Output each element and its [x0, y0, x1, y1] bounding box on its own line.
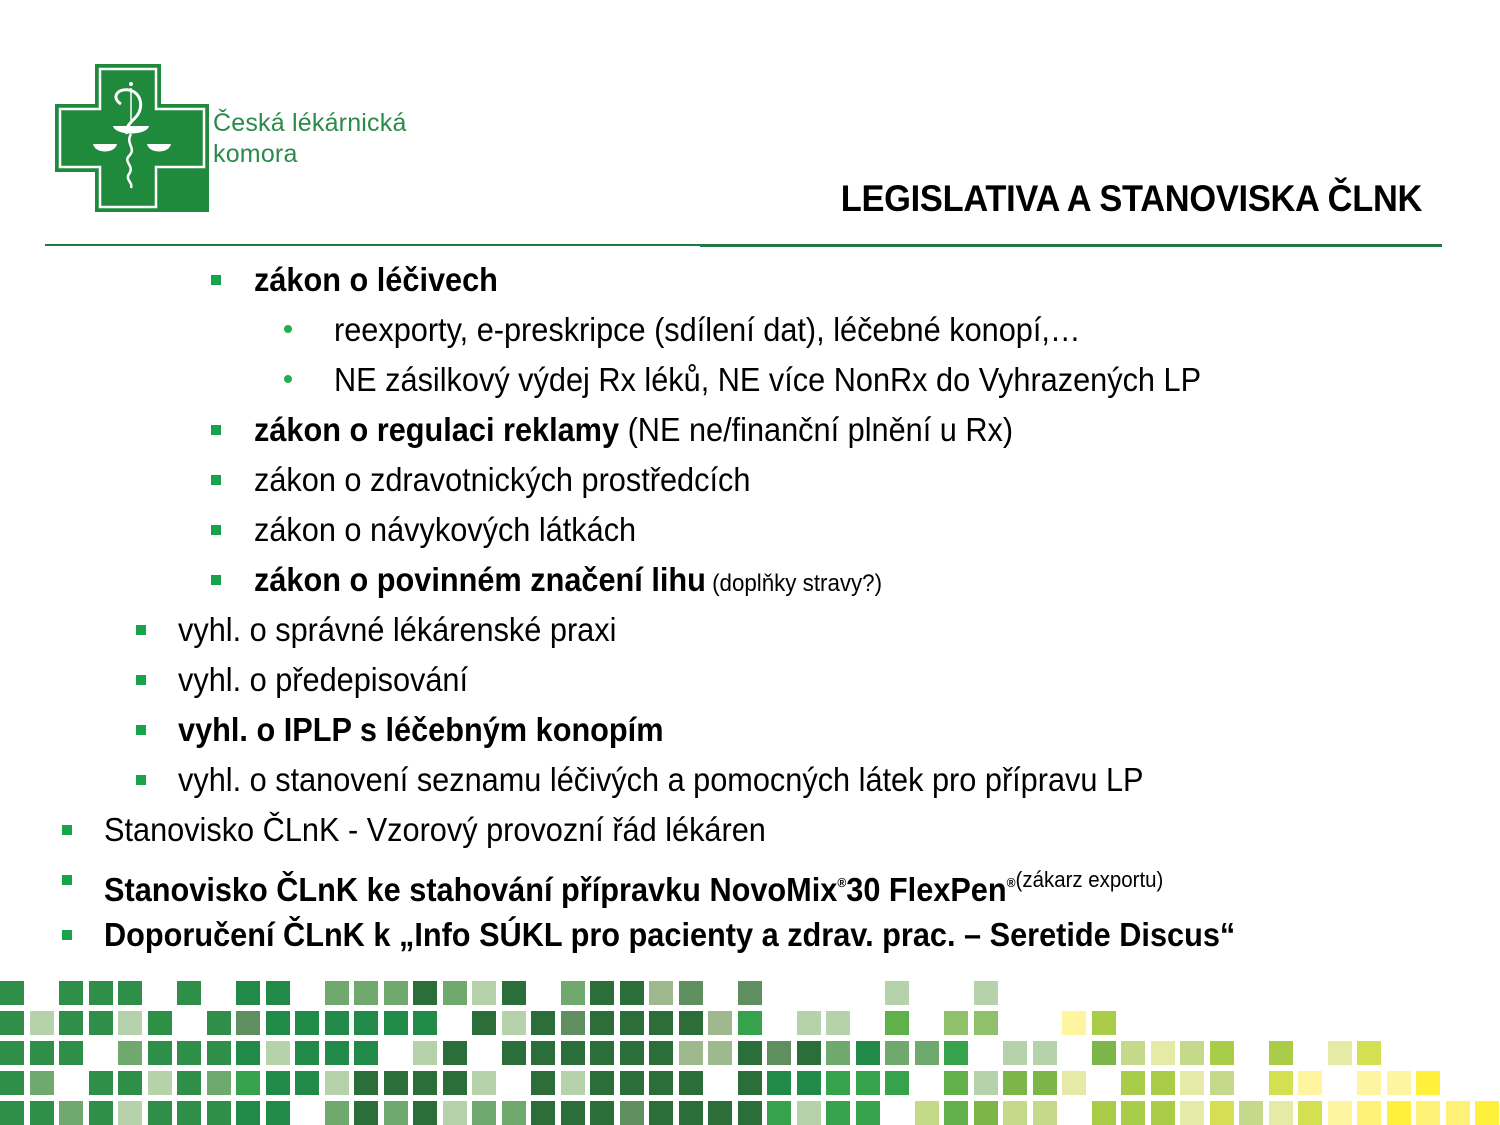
mosaic-tile — [738, 1071, 762, 1095]
mosaic-tile — [649, 1011, 673, 1035]
mosaic-tile — [502, 1011, 526, 1035]
mosaic-tile — [1033, 1071, 1057, 1095]
mosaic-tile — [738, 1101, 762, 1125]
list-item — [254, 410, 1013, 450]
mosaic-tile — [944, 1011, 968, 1035]
mosaic-tile — [974, 981, 998, 1005]
mosaic-tile — [679, 1101, 703, 1125]
mosaic-tile — [531, 1101, 555, 1125]
list-item-text: zákon o zdravotnických prostředcích — [254, 461, 751, 498]
list-item-text: zákon o léčivech — [254, 261, 498, 298]
mosaic-tile — [1328, 1101, 1352, 1125]
mosaic-tile — [384, 1011, 408, 1035]
mosaic-tile — [649, 981, 673, 1005]
pharmacy-cross-icon — [55, 64, 215, 216]
mosaic-tile — [443, 1071, 467, 1095]
list-item-text: Stanovisko ČLnK ke stahování přípravku NovoMix — [104, 871, 838, 908]
mosaic-tile — [826, 1101, 850, 1125]
list-item — [254, 560, 882, 604]
mosaic-tile — [325, 1071, 349, 1095]
mosaic-tile — [1151, 1041, 1175, 1065]
mosaic-tile — [1269, 1041, 1293, 1065]
mosaic-tile — [0, 1011, 24, 1035]
mosaic-tile — [1298, 1101, 1322, 1125]
list-item-text: ® — [837, 875, 847, 890]
mosaic-tile — [413, 1011, 437, 1035]
mosaic-tile — [1269, 1071, 1293, 1095]
list-item-text: (NE ne/finanční plnění u Rx) — [619, 411, 1014, 448]
mosaic-tile — [354, 1041, 378, 1065]
round-bullet-icon — [284, 375, 292, 383]
mosaic-tile — [826, 1041, 850, 1065]
mosaic-tile — [1446, 1101, 1470, 1125]
mosaic-tile — [1121, 1041, 1145, 1065]
square-bullet-icon — [211, 575, 221, 585]
mosaic-tile — [974, 1071, 998, 1095]
mosaic-tile — [1210, 1041, 1234, 1065]
mosaic-tile — [708, 1041, 732, 1065]
round-bullet-icon — [284, 325, 292, 333]
mosaic-tile — [207, 1071, 231, 1095]
mosaic-tile — [236, 1011, 260, 1035]
list-item-text: Stanovisko ČLnK - Vzorový provozní řád lékáren — [104, 811, 766, 848]
mosaic-tile — [649, 1101, 673, 1125]
mosaic-tile — [325, 981, 349, 1005]
mosaic-tile — [266, 1041, 290, 1065]
list-item — [104, 860, 1163, 910]
mosaic-tile — [266, 1101, 290, 1125]
mosaic-tile — [472, 1071, 496, 1095]
mosaic-tile — [236, 1041, 260, 1065]
mosaic-tile — [177, 1071, 201, 1095]
mosaic-tile — [148, 1041, 172, 1065]
mosaic-tile — [0, 1041, 24, 1065]
mosaic-tile — [974, 1011, 998, 1035]
mosaic-tile — [354, 1101, 378, 1125]
mosaic-tile — [1239, 1101, 1263, 1125]
mosaic-tile — [118, 1101, 142, 1125]
mosaic-tile — [797, 1011, 821, 1035]
mosaic-tile — [354, 1011, 378, 1035]
mosaic-tile — [266, 1011, 290, 1035]
mosaic-tile — [1387, 1071, 1411, 1095]
mosaic-tile — [885, 981, 909, 1005]
mosaic-tile — [944, 1071, 968, 1095]
mosaic-tile — [561, 1041, 585, 1065]
mosaic-tile — [207, 1101, 231, 1125]
mosaic-tile — [1416, 1071, 1440, 1095]
mosaic-tile — [207, 1041, 231, 1065]
mosaic-tile — [620, 1041, 644, 1065]
list-item-text: vyhl. o IPLP s léčebným konopím — [178, 711, 664, 748]
list-item — [178, 760, 1144, 800]
mosaic-tile — [797, 1041, 821, 1065]
organization-name-line1: Česká lékárnická — [213, 109, 407, 137]
square-bullet-icon — [211, 425, 221, 435]
mosaic-tile — [0, 1071, 24, 1095]
list-item — [254, 510, 636, 550]
slide-title: LEGISLATIVA A STANOVISKA ČLNK — [840, 178, 1422, 219]
mosaic-tile — [1092, 1101, 1116, 1125]
mosaic-tile — [1121, 1071, 1145, 1095]
list-item-text: 30 FlexPen — [846, 871, 1007, 908]
list-item-text: Doporučení ČLnK k „Info SÚKL pro pacienty a zdrav. prac. – Seretide Discus“ — [104, 916, 1236, 953]
mosaic-tile — [472, 981, 496, 1005]
list-item-text: zákon o regulaci reklamy — [254, 411, 620, 448]
mosaic-tile — [620, 1011, 644, 1035]
mosaic-tile — [915, 1101, 939, 1125]
mosaic-tile — [236, 981, 260, 1005]
mosaic-tile — [679, 1071, 703, 1095]
mosaic-tile — [148, 1011, 172, 1035]
mosaic-tile — [118, 981, 142, 1005]
mosaic-tile — [1033, 1101, 1057, 1125]
mosaic-tile — [590, 981, 614, 1005]
list-item — [334, 310, 1081, 350]
mosaic-tile — [472, 1011, 496, 1035]
mosaic-tile — [1121, 1101, 1145, 1125]
mosaic-tile — [266, 1071, 290, 1095]
mosaic-tile — [413, 981, 437, 1005]
mosaic-tile — [1210, 1071, 1234, 1095]
list-item — [254, 260, 498, 300]
mosaic-tile — [148, 1071, 172, 1095]
mosaic-tile — [797, 1071, 821, 1095]
list-item — [104, 915, 1235, 955]
list-item-text: vyhl. o předepisování — [178, 661, 469, 698]
mosaic-tile — [826, 1071, 850, 1095]
organization-name-line2: komora — [213, 140, 298, 168]
mosaic-tile — [561, 981, 585, 1005]
mosaic-tile — [1210, 1101, 1234, 1125]
mosaic-tile — [590, 1011, 614, 1035]
header-rule-left — [45, 244, 700, 246]
mosaic-tile — [1475, 1101, 1499, 1125]
mosaic-tile — [148, 1101, 172, 1125]
mosaic-tile — [295, 1071, 319, 1095]
mosaic-tile — [30, 1101, 54, 1125]
list-item — [178, 660, 468, 700]
mosaic-tile — [1328, 1041, 1352, 1065]
mosaic-tile — [1003, 1071, 1027, 1095]
mosaic-tile — [561, 1101, 585, 1125]
mosaic-tile — [384, 1071, 408, 1095]
mosaic-tile — [1357, 1041, 1381, 1065]
mosaic-tile — [1062, 1071, 1086, 1095]
mosaic-tile — [325, 1041, 349, 1065]
mosaic-tile — [561, 1011, 585, 1035]
mosaic-tile — [944, 1041, 968, 1065]
mosaic-tile — [177, 1101, 201, 1125]
mosaic-tile — [679, 1011, 703, 1035]
list-item — [254, 460, 750, 500]
mosaic-tile — [797, 1101, 821, 1125]
mosaic-tile — [1003, 1041, 1027, 1065]
mosaic-tile — [1357, 1071, 1381, 1095]
mosaic-tile — [590, 1101, 614, 1125]
mosaic-tile — [413, 1041, 437, 1065]
mosaic-tile — [413, 1101, 437, 1125]
mosaic-tile — [443, 1101, 467, 1125]
square-bullet-icon — [211, 525, 221, 535]
square-bullet-icon — [62, 825, 72, 835]
list-item-text: (zákarz exportu) — [1015, 867, 1164, 892]
list-item-text: ® — [1006, 875, 1016, 890]
mosaic-tile — [649, 1071, 673, 1095]
mosaic-tile — [620, 1101, 644, 1125]
decorative-mosaic — [0, 981, 1500, 1125]
mosaic-tile — [856, 1101, 880, 1125]
logo — [55, 64, 455, 214]
mosaic-tile — [89, 1071, 113, 1095]
mosaic-tile — [885, 1041, 909, 1065]
list-item — [178, 610, 616, 650]
mosaic-tile — [472, 1101, 496, 1125]
mosaic-tile — [354, 1071, 378, 1095]
mosaic-tile — [384, 981, 408, 1005]
mosaic-tile — [620, 981, 644, 1005]
square-bullet-icon — [136, 775, 146, 785]
mosaic-tile — [590, 1071, 614, 1095]
mosaic-tile — [1387, 1101, 1411, 1125]
mosaic-tile — [59, 981, 83, 1005]
square-bullet-icon — [211, 275, 221, 285]
list-item-text: vyhl. o správné lékárenské praxi — [178, 611, 617, 648]
mosaic-tile — [767, 1071, 791, 1095]
mosaic-tile — [30, 1011, 54, 1035]
mosaic-tile — [1062, 1011, 1086, 1035]
mosaic-tile — [531, 1041, 555, 1065]
mosaic-tile — [502, 1041, 526, 1065]
list-item-text: (doplňky stravy?) — [705, 570, 883, 597]
mosaic-tile — [974, 1101, 998, 1125]
mosaic-tile — [1180, 1071, 1204, 1095]
mosaic-tile — [354, 981, 378, 1005]
mosaic-tile — [89, 1011, 113, 1035]
mosaic-tile — [620, 1071, 644, 1095]
mosaic-tile — [30, 1041, 54, 1065]
mosaic-tile — [944, 1101, 968, 1125]
square-bullet-icon — [62, 875, 72, 885]
mosaic-tile — [0, 1101, 24, 1125]
square-bullet-icon — [136, 625, 146, 635]
mosaic-tile — [590, 1041, 614, 1065]
mosaic-tile — [1180, 1041, 1204, 1065]
mosaic-tile — [708, 1011, 732, 1035]
mosaic-tile — [207, 1011, 231, 1035]
mosaic-tile — [1180, 1101, 1204, 1125]
mosaic-tile — [915, 1041, 939, 1065]
mosaic-tile — [30, 1071, 54, 1095]
mosaic-tile — [236, 1101, 260, 1125]
mosaic-tile — [118, 1011, 142, 1035]
mosaic-tile — [826, 1011, 850, 1035]
mosaic-tile — [561, 1071, 585, 1095]
list-item-text: reexporty, e-preskripce (sdílení dat), léčebné konopí,… — [334, 311, 1081, 348]
mosaic-tile — [236, 1071, 260, 1095]
square-bullet-icon — [136, 675, 146, 685]
mosaic-tile — [118, 1041, 142, 1065]
mosaic-tile — [59, 1041, 83, 1065]
mosaic-tile — [1357, 1101, 1381, 1125]
mosaic-tile — [856, 1071, 880, 1095]
mosaic-tile — [325, 1101, 349, 1125]
square-bullet-icon — [136, 725, 146, 735]
square-bullet-icon — [211, 475, 221, 485]
mosaic-tile — [885, 1071, 909, 1095]
list-item-text: vyhl. o stanovení seznamu léčivých a pomocných látek pro přípravu LP — [178, 761, 1144, 798]
mosaic-tile — [177, 981, 201, 1005]
list-item-text: NE zásilkový výdej Rx léků, NE více NonRx do Vyhrazených LP — [334, 361, 1202, 398]
mosaic-tile — [266, 981, 290, 1005]
mosaic-tile — [413, 1071, 437, 1095]
mosaic-tile — [59, 1101, 83, 1125]
list-item — [104, 810, 766, 850]
mosaic-tile — [325, 1011, 349, 1035]
mosaic-tile — [1092, 1041, 1116, 1065]
mosaic-tile — [502, 1101, 526, 1125]
mosaic-tile — [443, 1041, 467, 1065]
mosaic-tile — [767, 1101, 791, 1125]
mosaic-tile — [1416, 1101, 1440, 1125]
mosaic-tile — [767, 1041, 791, 1065]
mosaic-tile — [295, 1011, 319, 1035]
mosaic-tile — [738, 981, 762, 1005]
mosaic-tile — [1003, 1101, 1027, 1125]
mosaic-tile — [679, 1041, 703, 1065]
mosaic-tile — [738, 1041, 762, 1065]
mosaic-tile — [531, 1011, 555, 1035]
mosaic-tile — [649, 1041, 673, 1065]
mosaic-tile — [89, 1101, 113, 1125]
mosaic-tile — [59, 1011, 83, 1035]
mosaic-tile — [885, 1011, 909, 1035]
mosaic-tile — [384, 1101, 408, 1125]
organization-name — [213, 108, 407, 170]
mosaic-tile — [89, 981, 113, 1005]
mosaic-tile — [856, 1041, 880, 1065]
list-item-text: zákon o návykových látkách — [254, 511, 637, 548]
header-rule-right — [700, 244, 1442, 247]
mosaic-tile — [295, 1041, 319, 1065]
mosaic-tile — [1033, 1041, 1057, 1065]
list-item — [178, 710, 664, 750]
list-item-text: zákon o povinném značení lihu — [254, 561, 706, 598]
mosaic-tile — [1269, 1101, 1293, 1125]
list-item — [334, 360, 1201, 400]
mosaic-tile — [1151, 1101, 1175, 1125]
mosaic-tile — [679, 981, 703, 1005]
mosaic-tile — [1298, 1071, 1322, 1095]
mosaic-tile — [502, 981, 526, 1005]
mosaic-tile — [177, 1041, 201, 1065]
mosaic-tile — [531, 1071, 555, 1095]
mosaic-tile — [1092, 1011, 1116, 1035]
mosaic-tile — [118, 1071, 142, 1095]
square-bullet-icon — [62, 930, 72, 940]
mosaic-tile — [738, 1011, 762, 1035]
mosaic-tile — [443, 981, 467, 1005]
mosaic-tile — [1151, 1071, 1175, 1095]
mosaic-tile — [0, 981, 24, 1005]
mosaic-tile — [708, 1101, 732, 1125]
